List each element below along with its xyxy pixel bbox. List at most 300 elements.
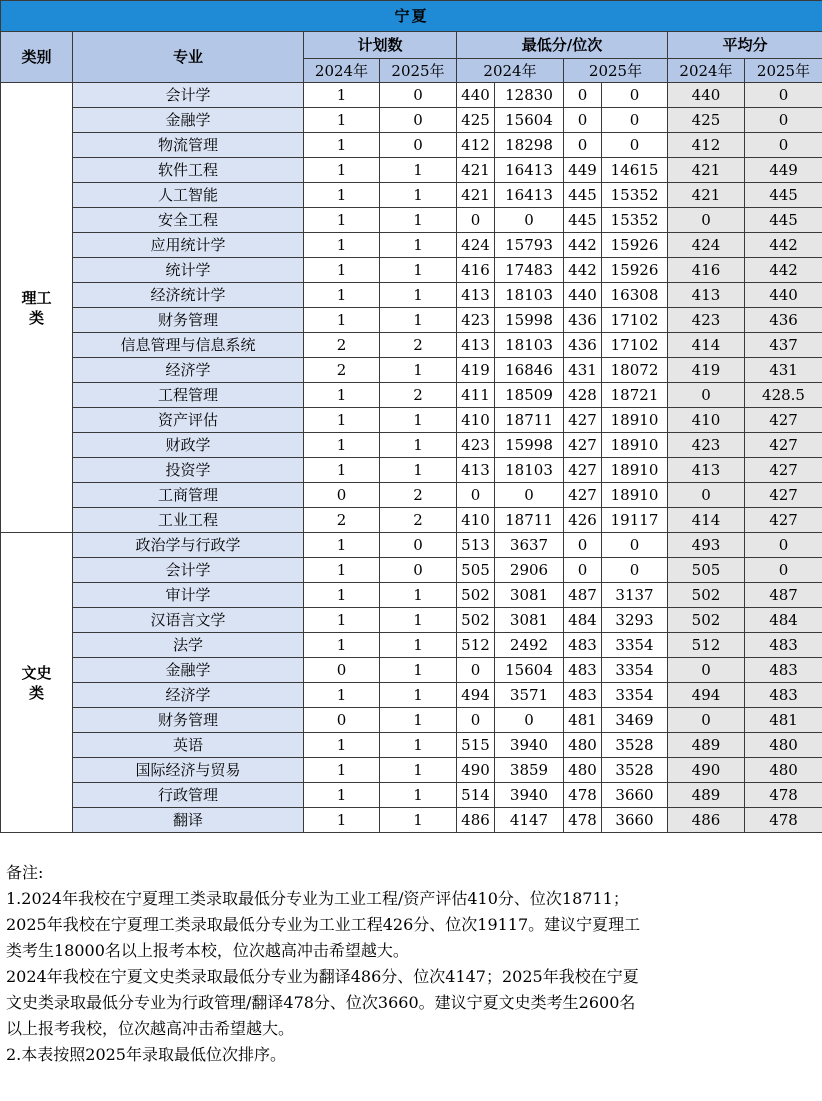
min-score-2025-cell: 431: [564, 358, 602, 383]
table-row: [1, 183, 822, 208]
avg-2025-cell: 427: [745, 408, 822, 433]
min-score-2025-cell: 442: [564, 258, 602, 283]
avg-2024-cell: 416: [668, 258, 745, 283]
plan-2024-cell: 0: [304, 483, 380, 508]
subheader-min-2024: 2024年: [457, 59, 564, 83]
min-rank-2024-cell: 3859: [495, 758, 564, 783]
avg-2024-cell: 0: [668, 208, 745, 233]
table-row: [1, 808, 822, 833]
plan-2025-cell: 2: [380, 333, 457, 358]
min-score-2024-cell: 513: [457, 533, 495, 558]
avg-2024-cell: 0: [668, 658, 745, 683]
avg-2024-cell: 413: [668, 283, 745, 308]
subheader-plan-2024: 2024年: [304, 59, 380, 83]
avg-2025-cell: 428.5: [745, 383, 822, 408]
major-cell: 审计学: [73, 583, 304, 608]
table-row: [1, 233, 822, 258]
avg-2025-cell: 436: [745, 308, 822, 333]
major-cell: 软件工程: [73, 158, 304, 183]
min-score-2024-cell: 413: [457, 283, 495, 308]
avg-2025-cell: 480: [745, 758, 822, 783]
subheader-avg-2024: 2024年: [668, 59, 745, 83]
min-score-2024-cell: 412: [457, 133, 495, 158]
min-rank-2025-cell: 3528: [602, 758, 668, 783]
avg-2025-cell: 449: [745, 158, 822, 183]
plan-2025-cell: 2: [380, 483, 457, 508]
min-score-2024-cell: 505: [457, 558, 495, 583]
plan-2025-cell: 1: [380, 683, 457, 708]
min-rank-2024-cell: 3081: [495, 583, 564, 608]
avg-2025-cell: 484: [745, 608, 822, 633]
plan-2025-cell: 1: [380, 408, 457, 433]
plan-2024-cell: 1: [304, 158, 380, 183]
avg-2025-cell: 0: [745, 133, 822, 158]
min-score-2024-cell: 410: [457, 408, 495, 433]
min-rank-2025-cell: 0: [602, 83, 668, 108]
avg-2025-cell: 481: [745, 708, 822, 733]
plan-2024-cell: 1: [304, 633, 380, 658]
major-cell: 经济统计学: [73, 283, 304, 308]
min-rank-2024-cell: 3571: [495, 683, 564, 708]
min-rank-2025-cell: 18910: [602, 433, 668, 458]
min-score-2025-cell: 440: [564, 283, 602, 308]
min-rank-2025-cell: 3137: [602, 583, 668, 608]
table-row: [1, 358, 822, 383]
major-cell: 金融学: [73, 108, 304, 133]
min-score-2025-cell: 0: [564, 133, 602, 158]
plan-2024-cell: 2: [304, 333, 380, 358]
table-row: [1, 133, 822, 158]
min-rank-2025-cell: 3528: [602, 733, 668, 758]
min-score-2024-cell: 514: [457, 783, 495, 808]
min-rank-2025-cell: 16308: [602, 283, 668, 308]
min-rank-2024-cell: 17483: [495, 258, 564, 283]
plan-2024-cell: 1: [304, 433, 380, 458]
avg-2024-cell: 425: [668, 108, 745, 133]
table-row: [1, 483, 822, 508]
avg-2024-cell: 486: [668, 808, 745, 833]
major-cell: 政治学与行政学: [73, 533, 304, 558]
avg-2024-cell: 0: [668, 383, 745, 408]
avg-2024-cell: 493: [668, 533, 745, 558]
plan-2024-cell: 0: [304, 658, 380, 683]
avg-2025-cell: 478: [745, 808, 822, 833]
plan-2025-cell: 1: [380, 583, 457, 608]
min-rank-2025-cell: 19117: [602, 508, 668, 533]
min-score-2024-cell: 419: [457, 358, 495, 383]
min-rank-2025-cell: 3354: [602, 633, 668, 658]
plan-2024-cell: 2: [304, 508, 380, 533]
min-score-2025-cell: 0: [564, 558, 602, 583]
table-row: [1, 383, 822, 408]
min-score-2025-cell: 483: [564, 658, 602, 683]
avg-2025-cell: 440: [745, 283, 822, 308]
min-score-2024-cell: 515: [457, 733, 495, 758]
avg-2024-cell: 423: [668, 433, 745, 458]
major-cell: 统计学: [73, 258, 304, 283]
table-row: [1, 608, 822, 633]
major-cell: 经济学: [73, 358, 304, 383]
avg-2024-cell: 0: [668, 708, 745, 733]
table-row: [1, 83, 822, 108]
min-score-2025-cell: 480: [564, 758, 602, 783]
avg-2025-cell: 0: [745, 533, 822, 558]
plan-2025-cell: 0: [380, 533, 457, 558]
min-score-2024-cell: 440: [457, 83, 495, 108]
min-rank-2025-cell: 18910: [602, 408, 668, 433]
notes-section: 备注: 1.2024年我校在宁夏理工类录取最低分专业为工业工程/资产评估410分、位次18711； 2025年我校在宁夏理工类录取最低分专业为工业工程426分、位次19117。建议宁夏理工 类考生18000名以上报考本校，位次越高冲击希望越大。 2024年我校在宁夏文史类录取最低分专业为翻译486分、位次4147；2025年我校在宁夏 文史类录取最低分专业为行政管理/翻译478分、位次3660。建议宁夏文史类考生2600名 以上报考我校，位次越高冲击希望越大。 2.本表按照2025年录取最低位次排序。: [6, 863, 641, 1064]
plan-2025-cell: 1: [380, 658, 457, 683]
plan-2025-cell: 0: [380, 133, 457, 158]
plan-2024-cell: 1: [304, 208, 380, 233]
min-score-2024-cell: 411: [457, 383, 495, 408]
major-cell: 安全工程: [73, 208, 304, 233]
min-rank-2025-cell: 15926: [602, 258, 668, 283]
table-row: [1, 308, 822, 333]
plan-2025-cell: 1: [380, 708, 457, 733]
min-score-2025-cell: 484: [564, 608, 602, 633]
avg-2024-cell: 414: [668, 333, 745, 358]
table-row: [1, 583, 822, 608]
subheader-plan-2025: 2025年: [380, 59, 457, 83]
min-rank-2024-cell: 0: [495, 483, 564, 508]
min-rank-2024-cell: 18103: [495, 283, 564, 308]
major-cell: 法学: [73, 633, 304, 658]
table-row: [1, 508, 822, 533]
min-rank-2024-cell: 15998: [495, 308, 564, 333]
min-score-2024-cell: 413: [457, 458, 495, 483]
major-cell: 信息管理与信息系统: [73, 333, 304, 358]
major-cell: 经济学: [73, 683, 304, 708]
major-cell: 金融学: [73, 658, 304, 683]
plan-2025-cell: 1: [380, 733, 457, 758]
plan-2025-cell: 0: [380, 558, 457, 583]
min-rank-2025-cell: 3660: [602, 783, 668, 808]
plan-2024-cell: 1: [304, 458, 380, 483]
major-cell: 会计学: [73, 558, 304, 583]
avg-2025-cell: 427: [745, 433, 822, 458]
avg-2024-cell: 505: [668, 558, 745, 583]
min-score-2025-cell: 436: [564, 308, 602, 333]
avg-2025-cell: 427: [745, 458, 822, 483]
min-rank-2024-cell: 16413: [495, 183, 564, 208]
avg-2025-cell: 483: [745, 633, 822, 658]
major-cell: 翻译: [73, 808, 304, 833]
min-score-2024-cell: 424: [457, 233, 495, 258]
min-score-2025-cell: 428: [564, 383, 602, 408]
min-score-2025-cell: 487: [564, 583, 602, 608]
min-rank-2024-cell: 3637: [495, 533, 564, 558]
avg-2025-cell: 431: [745, 358, 822, 383]
plan-2024-cell: 1: [304, 308, 380, 333]
min-rank-2025-cell: 3660: [602, 808, 668, 833]
min-score-2024-cell: 423: [457, 433, 495, 458]
table-row: [1, 283, 822, 308]
major-cell: 资产评估: [73, 408, 304, 433]
avg-2025-cell: 483: [745, 658, 822, 683]
table-row: [1, 733, 822, 758]
min-rank-2024-cell: 2492: [495, 633, 564, 658]
min-rank-2025-cell: 0: [602, 133, 668, 158]
plan-2024-cell: 1: [304, 283, 380, 308]
avg-2025-cell: 442: [745, 258, 822, 283]
min-score-2024-cell: 421: [457, 158, 495, 183]
plan-2024-cell: 1: [304, 133, 380, 158]
major-cell: 物流管理: [73, 133, 304, 158]
plan-2024-cell: 0: [304, 708, 380, 733]
min-rank-2024-cell: 3940: [495, 733, 564, 758]
plan-2024-cell: 1: [304, 258, 380, 283]
avg-2025-cell: 0: [745, 558, 822, 583]
plan-2024-cell: 1: [304, 758, 380, 783]
plan-2025-cell: 1: [380, 208, 457, 233]
avg-2025-cell: 442: [745, 233, 822, 258]
min-score-2024-cell: 410: [457, 508, 495, 533]
min-score-2025-cell: 427: [564, 433, 602, 458]
avg-2025-cell: 437: [745, 333, 822, 358]
table-row: [1, 708, 822, 733]
avg-2025-cell: 427: [745, 508, 822, 533]
table-row: [1, 633, 822, 658]
subheader-avg-2025: 2025年: [745, 59, 822, 83]
table-row: [1, 783, 822, 808]
plan-2024-cell: 1: [304, 408, 380, 433]
major-cell: 财政学: [73, 433, 304, 458]
avg-2024-cell: 424: [668, 233, 745, 258]
major-cell: 行政管理: [73, 783, 304, 808]
min-score-2024-cell: 502: [457, 583, 495, 608]
min-score-2025-cell: 480: [564, 733, 602, 758]
plan-2024-cell: 1: [304, 233, 380, 258]
major-cell: 国际经济与贸易: [73, 758, 304, 783]
avg-2024-cell: 413: [668, 458, 745, 483]
min-score-2024-cell: 425: [457, 108, 495, 133]
min-rank-2025-cell: 0: [602, 558, 668, 583]
min-score-2025-cell: 481: [564, 708, 602, 733]
category-label: 理工 类: [1, 83, 73, 533]
plan-2025-cell: 1: [380, 758, 457, 783]
avg-2024-cell: 414: [668, 508, 745, 533]
min-rank-2025-cell: 18910: [602, 483, 668, 508]
avg-2024-cell: 421: [668, 183, 745, 208]
min-rank-2025-cell: 18072: [602, 358, 668, 383]
plan-2024-cell: 1: [304, 733, 380, 758]
min-rank-2024-cell: 15604: [495, 658, 564, 683]
avg-2025-cell: 427: [745, 483, 822, 508]
plan-2025-cell: 2: [380, 508, 457, 533]
table-row: [1, 558, 822, 583]
plan-2025-cell: 1: [380, 633, 457, 658]
avg-2025-cell: 483: [745, 683, 822, 708]
min-rank-2025-cell: 18910: [602, 458, 668, 483]
major-cell: 财务管理: [73, 308, 304, 333]
plan-2025-cell: 1: [380, 233, 457, 258]
category-label: 文史 类: [1, 533, 73, 833]
table-row: [1, 208, 822, 233]
avg-2024-cell: 489: [668, 733, 745, 758]
plan-2025-cell: 0: [380, 83, 457, 108]
avg-2025-cell: 445: [745, 183, 822, 208]
min-rank-2024-cell: 16413: [495, 158, 564, 183]
header-plan: 计划数: [304, 32, 457, 59]
avg-2024-cell: 410: [668, 408, 745, 433]
plan-2024-cell: 1: [304, 558, 380, 583]
min-score-2025-cell: 427: [564, 458, 602, 483]
min-rank-2025-cell: 14615: [602, 158, 668, 183]
plan-2025-cell: 1: [380, 783, 457, 808]
min-rank-2024-cell: 15793: [495, 233, 564, 258]
plan-2025-cell: 1: [380, 358, 457, 383]
avg-2024-cell: 502: [668, 608, 745, 633]
table-row: [1, 683, 822, 708]
min-score-2025-cell: 0: [564, 83, 602, 108]
min-rank-2024-cell: 18509: [495, 383, 564, 408]
major-cell: 工商管理: [73, 483, 304, 508]
min-rank-2024-cell: 18711: [495, 408, 564, 433]
min-score-2025-cell: 442: [564, 233, 602, 258]
min-rank-2024-cell: 4147: [495, 808, 564, 833]
avg-2025-cell: 478: [745, 783, 822, 808]
avg-2024-cell: 421: [668, 158, 745, 183]
min-rank-2024-cell: 3940: [495, 783, 564, 808]
major-cell: 应用统计学: [73, 233, 304, 258]
min-score-2025-cell: 478: [564, 808, 602, 833]
min-score-2024-cell: 423: [457, 308, 495, 333]
min-score-2025-cell: 427: [564, 408, 602, 433]
major-cell: 财务管理: [73, 708, 304, 733]
min-rank-2025-cell: 17102: [602, 333, 668, 358]
table-title: 宁夏: [1, 1, 822, 32]
min-rank-2024-cell: 18711: [495, 508, 564, 533]
min-score-2025-cell: 0: [564, 108, 602, 133]
table-row: [1, 433, 822, 458]
avg-2024-cell: 489: [668, 783, 745, 808]
min-rank-2025-cell: 3354: [602, 658, 668, 683]
major-cell: 工业工程: [73, 508, 304, 533]
major-cell: 英语: [73, 733, 304, 758]
min-score-2025-cell: 0: [564, 533, 602, 558]
min-rank-2025-cell: 3469: [602, 708, 668, 733]
plan-2025-cell: 1: [380, 158, 457, 183]
plan-2025-cell: 1: [380, 283, 457, 308]
plan-2024-cell: 1: [304, 383, 380, 408]
table-row: [1, 258, 822, 283]
min-score-2025-cell: 436: [564, 333, 602, 358]
min-score-2024-cell: 416: [457, 258, 495, 283]
header-average: 平均分: [668, 32, 822, 59]
plan-2025-cell: 1: [380, 608, 457, 633]
min-rank-2024-cell: 18298: [495, 133, 564, 158]
min-score-2024-cell: 502: [457, 608, 495, 633]
plan-2025-cell: 1: [380, 433, 457, 458]
plan-2024-cell: 1: [304, 83, 380, 108]
avg-2025-cell: 445: [745, 208, 822, 233]
table-row: [1, 458, 822, 483]
min-rank-2024-cell: 12830: [495, 83, 564, 108]
subheader-min-2025: 2025年: [564, 59, 668, 83]
avg-2024-cell: 423: [668, 308, 745, 333]
plan-2024-cell: 1: [304, 608, 380, 633]
avg-2024-cell: 0: [668, 483, 745, 508]
avg-2024-cell: 419: [668, 358, 745, 383]
min-score-2024-cell: 494: [457, 683, 495, 708]
major-cell: 汉语言文学: [73, 608, 304, 633]
table-row: [1, 408, 822, 433]
min-rank-2024-cell: 15604: [495, 108, 564, 133]
min-score-2025-cell: 445: [564, 183, 602, 208]
plan-2024-cell: 1: [304, 533, 380, 558]
min-score-2024-cell: 0: [457, 658, 495, 683]
min-rank-2024-cell: 0: [495, 208, 564, 233]
min-rank-2024-cell: 16846: [495, 358, 564, 383]
min-rank-2024-cell: 15998: [495, 433, 564, 458]
plan-2024-cell: 1: [304, 183, 380, 208]
min-score-2024-cell: 413: [457, 333, 495, 358]
avg-2025-cell: 480: [745, 733, 822, 758]
min-score-2025-cell: 483: [564, 633, 602, 658]
min-score-2024-cell: 0: [457, 208, 495, 233]
min-score-2024-cell: 490: [457, 758, 495, 783]
avg-2024-cell: 440: [668, 83, 745, 108]
min-rank-2025-cell: 3293: [602, 608, 668, 633]
min-rank-2025-cell: 15352: [602, 208, 668, 233]
plan-2025-cell: 1: [380, 258, 457, 283]
min-rank-2025-cell: 15352: [602, 183, 668, 208]
avg-2024-cell: 512: [668, 633, 745, 658]
min-rank-2024-cell: 18103: [495, 333, 564, 358]
header-category: 类别: [1, 32, 73, 83]
plan-2025-cell: 2: [380, 383, 457, 408]
avg-2025-cell: 0: [745, 108, 822, 133]
plan-2024-cell: 1: [304, 583, 380, 608]
avg-2025-cell: 0: [745, 83, 822, 108]
min-rank-2025-cell: 15926: [602, 233, 668, 258]
plan-2025-cell: 1: [380, 458, 457, 483]
min-score-2025-cell: 445: [564, 208, 602, 233]
min-score-2025-cell: 478: [564, 783, 602, 808]
min-rank-2024-cell: 2906: [495, 558, 564, 583]
plan-2024-cell: 1: [304, 808, 380, 833]
min-score-2024-cell: 0: [457, 483, 495, 508]
min-score-2024-cell: 486: [457, 808, 495, 833]
major-cell: 投资学: [73, 458, 304, 483]
min-rank-2025-cell: 0: [602, 533, 668, 558]
avg-2024-cell: 412: [668, 133, 745, 158]
min-score-2025-cell: 426: [564, 508, 602, 533]
avg-2024-cell: 502: [668, 583, 745, 608]
plan-2025-cell: 1: [380, 308, 457, 333]
min-score-2024-cell: 0: [457, 708, 495, 733]
min-score-2024-cell: 512: [457, 633, 495, 658]
min-score-2025-cell: 427: [564, 483, 602, 508]
min-score-2025-cell: 483: [564, 683, 602, 708]
major-cell: 会计学: [73, 83, 304, 108]
table-row: [1, 333, 822, 358]
min-rank-2025-cell: 18721: [602, 383, 668, 408]
table-row: [1, 758, 822, 783]
min-score-2024-cell: 421: [457, 183, 495, 208]
plan-2024-cell: 2: [304, 358, 380, 383]
header-min-score-rank: 最低分/位次: [457, 32, 668, 59]
plan-2024-cell: 1: [304, 783, 380, 808]
table-row: [1, 108, 822, 133]
min-rank-2025-cell: 0: [602, 108, 668, 133]
major-cell: 人工智能: [73, 183, 304, 208]
table-row: [1, 658, 822, 683]
min-rank-2025-cell: 17102: [602, 308, 668, 333]
plan-2025-cell: 0: [380, 108, 457, 133]
plan-2024-cell: 1: [304, 108, 380, 133]
